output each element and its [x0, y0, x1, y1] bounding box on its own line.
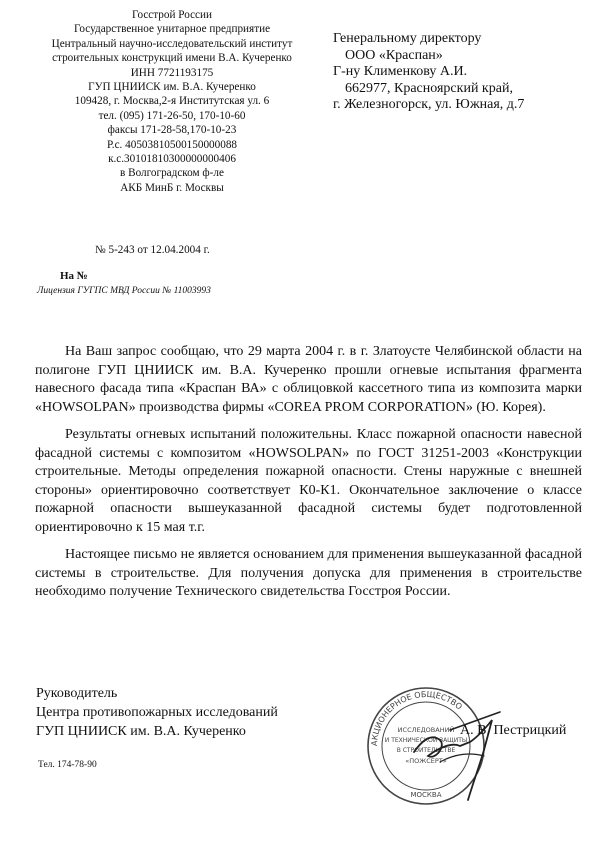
stamp-inner-line: «ПОЖСЕРТ» — [405, 757, 447, 765]
sender-line: АКБ МинБ г. Москвы — [120, 181, 224, 194]
recipient-line: 662977, Красноярский край, — [345, 80, 513, 96]
recipient-line: ООО «Краспан» — [345, 47, 443, 63]
letter-body — [35, 343, 582, 611]
sender-line: факсы 171-28-58,170-10-23 — [107, 124, 237, 137]
sender-block — [22, 8, 322, 195]
incoming-ref-label: На № — [60, 270, 88, 282]
sender-line: Госстрой России — [131, 9, 212, 21]
sender-line: Р.с. 40503810500150000088 — [106, 138, 238, 151]
signer-title-line: ГУП ЦНИИСК им. В.А. Кучеренко — [36, 724, 246, 739]
stamp-outer-text: АКЦИОНЕРНОЕ ОБЩЕСТВО — [369, 689, 464, 747]
contact-phone: Тел. 174-78-90 — [38, 760, 97, 770]
recipient-line: г. Железногорск, ул. Южная, д.7 — [333, 97, 525, 113]
recipient-line: Генеральному директору — [333, 31, 482, 46]
sender-line: в Волгоградском ф-ле — [120, 167, 224, 180]
recipient-block — [333, 31, 593, 114]
handwritten-signature — [410, 690, 510, 805]
signature-block — [36, 684, 278, 741]
signer-name: А. В. Пестрицкий — [460, 723, 567, 738]
body-paragraph: Настоящее письмо не является основанием для применения вышеуказанной фасадной системы в строительстве. Для получения допуска для применения в строительстве необходимо получение Технического свидетельства Госстроя России. — [35, 547, 582, 599]
sender-line: ИНН 7721193175 — [130, 66, 214, 79]
outgoing-ref-number: № 5-243 от 12.04.2004 г. — [95, 244, 210, 256]
stamp-inner-line: В СТРОИТЕЛЬСТВЕ — [396, 747, 456, 754]
sender-line: 109428, г. Москва,2-я Институтская ул. 6 — [74, 95, 270, 108]
body-paragraph: Результаты огневых испытаний положительны. Класс пожарной опасности навесной фасадной системы с композитом «HOWSOLPAN» по ГОСТ 31251-2003 «Конструкции строительные. Методы определения пожарной опасности. Стены наружные с внешней стороны» ориентировочно соответствует К0-К1. Окончательное заключение о классе пожарной опасности вышеуказанной фасадной системы будет подготовленной ориентировочно к 15 мая т.г. — [35, 427, 582, 535]
stamp-inner-line: И ТЕХНИЧЕСКОЙ ЗАЩИТЫ — [384, 737, 468, 744]
sender-line: Центральный научно-исследовательский институт — [51, 37, 293, 50]
stamp-inner-line: ИССЛЕДОВАНИЙ — [397, 726, 455, 734]
signer-title-line: Руководитель — [36, 686, 118, 701]
recipient-line: Г-ну Клименкову А.И. — [333, 64, 468, 80]
sender-line: Государственное унитарное предприятие — [73, 23, 271, 36]
signer-title-line: Центра противопожарных исследований — [36, 705, 278, 720]
sender-line: к.с.30101810300000000406 — [108, 153, 236, 166]
license-line: Лицензия ГУГПС МВД России № 11003993 — [37, 286, 211, 296]
sender-line: тел. (095) 171-26-50, 170-10-60 — [98, 109, 246, 122]
stamp-bottom-text: МОСКВА — [410, 791, 442, 799]
sender-line: ГУП ЦНИИСК им. В.А. Кучеренко — [88, 81, 256, 94]
body-paragraph: На Ваш запрос сообщаю, что 29 марта 2004 г. в г. Златоусте Челябинской области на полигоне ГУП ЦНИИСК им. В.А. Кучеренко прошли огневые испытания фрагмента навесного фасада типа «Краспан ВА» с облицовкой кассетного типа из композита марки «HOWSOLPAN» производства фирмы «COREA PROM CORPORATION» (Ю. Корея). — [35, 344, 582, 415]
sender-line: строительных конструкций имени В.А. Кучеренко — [52, 52, 292, 65]
